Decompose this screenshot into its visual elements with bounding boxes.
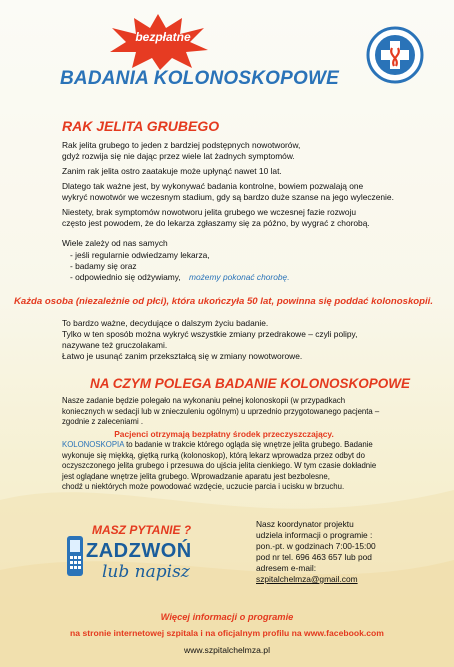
hospital-logo-icon bbox=[366, 26, 424, 84]
contact-line: pon.-pt. w godzinach 7:00-15:00 bbox=[256, 541, 376, 551]
laxative-notice: Pacjenci otrzymają bezpłatny środek przeczyszczający. bbox=[114, 429, 334, 439]
term-colonoscopy: KOLONOSKOPIA bbox=[62, 440, 124, 449]
contact-line: udziela informacji o programie : bbox=[256, 530, 373, 540]
or-write-text: lub napisz bbox=[102, 562, 190, 582]
paragraph-latency: Zanim rak jelita ostro zaatakuje może upłynąć nawet 10 lat. bbox=[62, 166, 282, 176]
question-prompt: MASZ PYTANIE ? bbox=[92, 523, 192, 537]
description-text: to badanie w trakcie którego ogląda się wnętrze jelita grubego. Badanie bbox=[123, 440, 373, 449]
text-line: Dlatego tak ważne jest, by wykonywać badania kontrolne, bowiem pozwalają one bbox=[62, 181, 364, 191]
text-line bbox=[62, 440, 434, 451]
text-line: Rak jelita grubego to jeden z bardziej podstępnych nowotworów, bbox=[62, 140, 301, 150]
paragraph-intro bbox=[62, 140, 422, 162]
paragraph-importance bbox=[62, 181, 422, 203]
contact-line: Nasz koordynator projektu bbox=[256, 519, 354, 529]
paragraph-importance-of-test bbox=[62, 318, 422, 362]
footer-more-info: Więcej informacji o programie bbox=[160, 612, 294, 622]
paragraph-depends: Wiele zależy od nas samych bbox=[62, 238, 168, 248]
text-line: koniecznych w sedacji lub w znieczuleniu ogólnym) u uprzednio przygotowanego pacjenta – bbox=[62, 406, 380, 416]
footer-url-link[interactable]: www.szpitalchelmza.pl bbox=[184, 645, 270, 655]
section-heading-procedure: NA CZYM POLEGA BADANIE KOLONOSKOPOWE bbox=[90, 376, 411, 391]
text-line: Niestety, brak symptomów nowotworu jelita grubego we wczesnej fazie rozwoju bbox=[62, 207, 357, 217]
text-line: nazywane też gruczolakami. bbox=[62, 340, 168, 350]
text-line: chodź u niektórych może powodować wzdęcie, uczucie parcia i ucisku w brzuchu. bbox=[62, 482, 345, 491]
text-line: gdyż rozwija się nie dając przez wiele lat żadnych symptomów. bbox=[62, 151, 295, 161]
text-line: zgodnie z zaleceniami . bbox=[62, 417, 144, 426]
text-line: Łatwo je usunąć zanim przekształcą się w zmiany nowotworowe. bbox=[62, 351, 303, 361]
text-line: Nasze zadanie będzie polegało na wykonaniu pełnej kolonoskopii (w przypadkach bbox=[62, 396, 346, 405]
bullet-item bbox=[70, 272, 290, 283]
contact-info bbox=[256, 519, 436, 585]
call-text: ZADZWOŃ bbox=[86, 540, 192, 562]
bullet-item: - jeśli regularnie odwiedzamy lekarza, bbox=[70, 250, 210, 260]
contact-line: pod nr tel. 696 463 657 lub pod bbox=[256, 552, 372, 562]
text-line: jest oglądane wnętrze jelita grubego. Wprowadzanie aparatu jest bezbolesne, bbox=[62, 471, 330, 481]
text-line: często jest powodem, że do lekarza zgłaszamy się za późno, by wygrać z chorobą. bbox=[62, 218, 370, 228]
age-recommendation-callout: Każda osoba (niezależnie od płci), która ukończyła 50 lat, powinna się poddać kolonoskopii. bbox=[14, 296, 434, 307]
text-line: To bardzo ważne, decydujące o dalszym życiu badanie. bbox=[62, 318, 269, 328]
text-line: wykonuje się miękką, giętką rurką (kolonoskop), którą lekarz wprowadza przez odbyt do bbox=[62, 450, 365, 460]
text-line: oczyszczonego jelita grubego i przesuwa do ujścia jelita cienkiego. W tym czasie dokładnie bbox=[62, 461, 377, 470]
bullet-item: - badamy się oraz bbox=[70, 261, 137, 271]
text-line: Tylko w ten sposób można wykryć wszystkie zmiany przedrakowe – czyli polipy, bbox=[62, 329, 358, 339]
paragraph-procedure-intro bbox=[62, 396, 434, 428]
contact-line: adresem e-mail: bbox=[256, 563, 317, 573]
motto-text: możemy pokonać chorobę. bbox=[188, 272, 290, 282]
paragraph-colonoscopy-description bbox=[62, 440, 434, 493]
text-line: wykryć nowotwór we wczesnym stadium, gdy są bardzo duże szanse na jego wyleczenie. bbox=[62, 192, 394, 202]
badge-label: bezpłatne bbox=[135, 30, 191, 44]
mobile-phone-icon bbox=[66, 535, 84, 577]
page-title: BADANIA KOLONOSKOPOWE bbox=[60, 68, 339, 89]
paragraph-symptoms bbox=[62, 207, 422, 229]
section-heading-colon-cancer: RAK JELITA GRUBEGO bbox=[62, 118, 220, 134]
contact-email-link[interactable]: szpitalchelmza@gmail.com bbox=[256, 574, 358, 584]
bullet-text: - odpowiednio się odżywiamy, bbox=[70, 272, 181, 282]
footer-website-facebook: na stronie internetowej szpitala i na oficjalnym profilu na www.facebook.com bbox=[70, 628, 384, 638]
